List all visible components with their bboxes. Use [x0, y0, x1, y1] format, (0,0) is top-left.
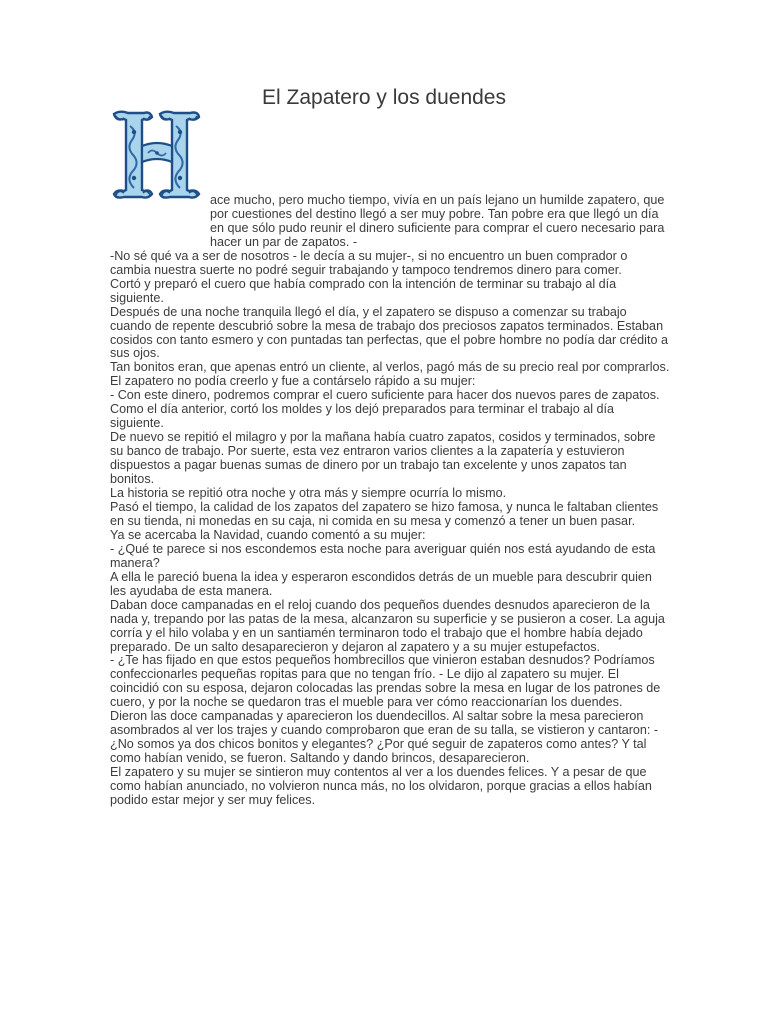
drop-cap-illustration — [110, 108, 202, 202]
paragraph: -No sé qué va a ser de nosotros - le decía a su mujer-, si no encuentro un buen comprador o cambia nuestra suerte no podré seguir trabajando y tampoco tendremos dinero para comer. — [110, 248, 628, 277]
ornamental-letter-h-icon — [110, 108, 202, 202]
paragraph: Después de una noche tranquila llegó el día, y el zapatero se dispuso a comenzar su trabajo cuando de repente descubrió sobre la mesa de trabajo dos preciosos zapatos terminados. Estaban cosidos con tanto esmero y con puntadas tan perfectas, que el pobre hombre no podía dar crédito a sus ojos. — [110, 304, 668, 361]
paragraph: Como el día anterior, cortó los moldes y los dejó preparados para terminar el trabajo al día siguiente. — [110, 402, 615, 431]
paragraph: De nuevo se repitió el milagro y por la mañana había cuatro zapatos, cosidos y terminados, sobre su banco de trabajo. Por suerte, esta vez entraron varios clientes a la zapatería y estuvieron dispuestos a pagar buenas sumas de dinero por un trabajo tan excelente y unos zapatos tan bonitos. — [110, 430, 656, 487]
paragraph-intro — [110, 194, 670, 250]
paragraph: A ella le pareció buena la idea y esperaron escondidos detrás de un mueble para descubrir quien les ayudaba de esta manera. — [110, 569, 652, 598]
paragraph: - ¿Qué te parece si nos escondemos esta noche para averiguar quién nos está ayudando de esta manera? — [110, 541, 656, 570]
paragraph: - Con este dinero, podremos comprar el cuero suficiente para hacer dos nuevos pares de zapatos. — [110, 388, 660, 403]
paragraph: Cortó y preparó el cuero que había comprado con la intención de terminar su trabajo al día siguiente. — [110, 276, 617, 305]
paragraph: El zapatero y su mujer se sintieron muy contentos al ver a los duendes felices. Y a pesar de que como habían anunciado, no volvieron nunca más, no los olvidaron, porque gracias a ellos habían podido estar mejor y ser muy felices. — [110, 765, 652, 807]
paragraph: Tan bonitos eran, que apenas entró un cliente, al verlos, pagó más de su precio real por comprarlos. El zapatero no podía creerlo y fue a contárselo rápido a su mujer: — [110, 360, 670, 389]
paragraph-intro-text: ace mucho, pero mucho tiempo, vivía en un país lejano un humilde zapatero, que por cuestiones del destino llegó a ser muy pobre. Tan pobre era que llegó un día en que sólo pudo reunir el dinero suficiente para comprar el cuero necesario para hacer un par de zapatos. - — [210, 193, 665, 249]
paragraph: Dieron las doce campanadas y aparecieron los duendecillos. Al saltar sobre la mesa parecieron asombrados al ver los trajes y cuando comprobaron que eran de su talla, se vistieron y cantaron: - ¿No somos ya dos chicos bonitos y elegantes? ¿Por qué seguir de zapateros como antes? Y tal como habían venido, se fueron. Saltando y dando brincos, desaparecieron. — [110, 709, 659, 766]
paragraph: Ya se acercaba la Navidad, cuando comentó a su mujer: — [110, 527, 426, 542]
paragraph: La historia se repitió otra noche y otra más y siempre ocurría lo mismo. — [110, 486, 507, 501]
paragraph: - ¿Te has fijado en que estos pequeños hombrecillos que vinieron estaban desnudos? Podríamos confeccionarles pequeñas ropitas para que no tengan frío. - Le dijo al zapatero su mujer. El coincidió con su esposa, dejaron colocadas las prendas sobre la mesa en lugar de los patrones de cuero, y por la noche se quedaron tras el mueble para ver cómo reaccionarían los duendes. — [110, 653, 661, 710]
paragraph: Daban doce campanadas en el reloj cuando dos pequeños duendes desnudos aparecieron de la nada y, trepando por las patas de la mesa, alcanzaron su superficie y se pusieron a coser. La aguja corría y el hilo volaba y en un santiamén terminaron todo el trabajo que el hombre había dejado preparado. De un salto desaparecieron y dejaron al zapatero y a su mujer estupefactos. — [110, 597, 665, 654]
paragraph: Pasó el tiempo, la calidad de los zapatos del zapatero se hizo famosa, y nunca le faltaban clientes en su tienda, ni monedas en su caja, ni comida en su mesa y comenzó a tener un buen pasar. — [110, 499, 659, 528]
document-title: El Zapatero y los duendes — [262, 86, 506, 109]
story-body — [110, 194, 670, 808]
